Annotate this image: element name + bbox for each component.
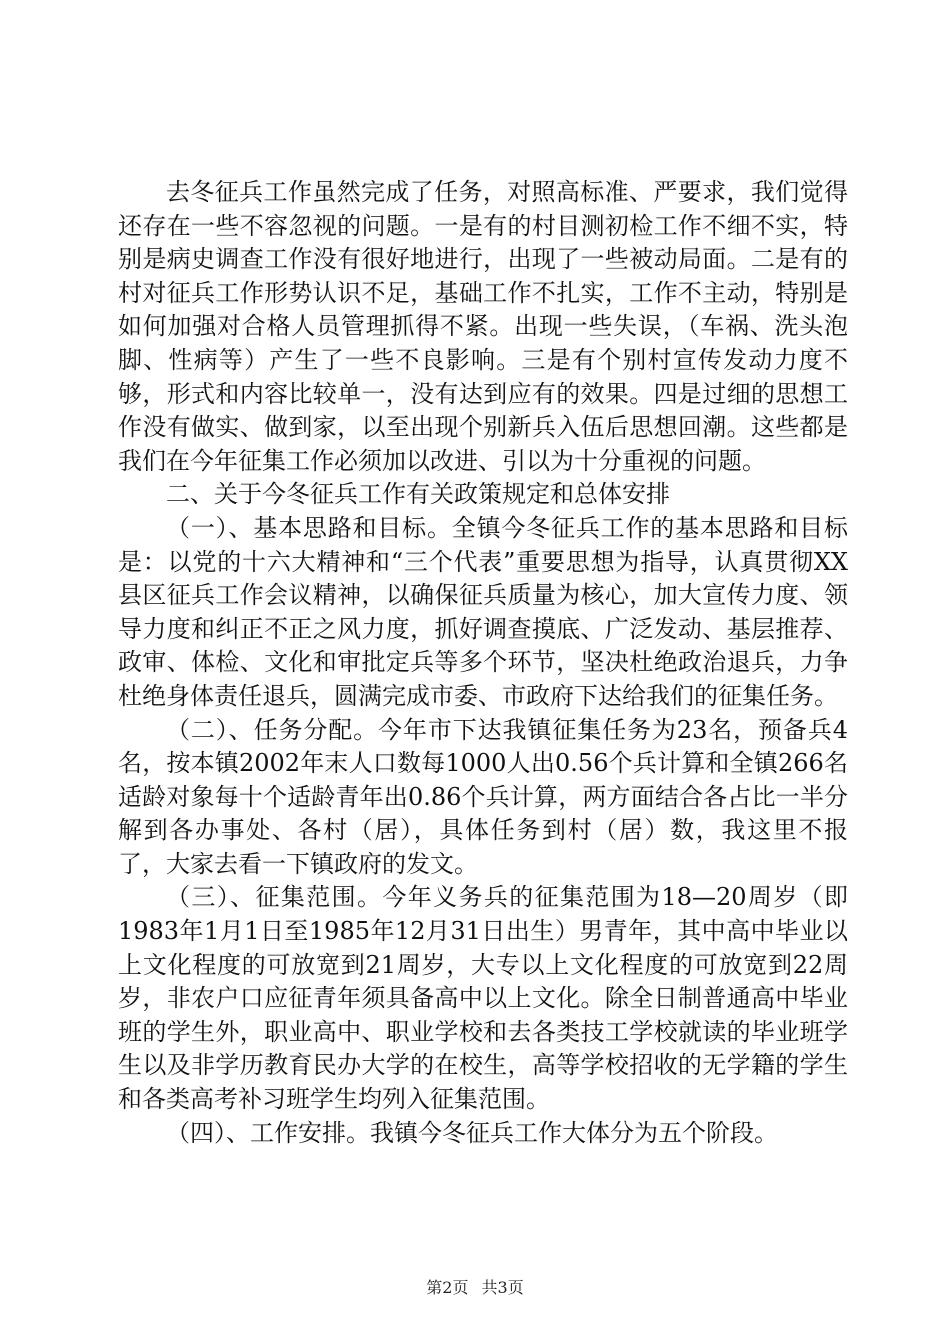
- paragraph-scope: （三）、征集范围。今年义务兵的征集范围为18—20周岁（即1983年1月1日至1985年12月31日出生）男青年，其中高中毕业以上文化程度的可放宽到21周岁，大专以上文化程度的可放宽到22周岁，非农户口应征青年须具备高中以上文化。除全日制普通高中毕业班的学生外，职业高中、职业学校和去各类技工学校就读的毕业班学生以及非学历教育民办大学的在校生，高等学校招收的无学籍的学生和各类高考补习班学生均列入征集范围。: [118, 883, 848, 1114]
- document-body: [118, 176, 848, 1150]
- paragraph-schedule: （四）、工作安排。我镇今冬征兵工作大体分为五个阶段。: [166, 1118, 778, 1147]
- paragraph-task-allocation: （二）、任务分配。今年市下达我镇征集任务为23名，预备兵4名，按本镇2002年末人口数每1000人出0.56个兵计算和全镇266名适龄对象每十个适龄青年出0.86个兵计算，两方面结合各占比一半分解到各办事处、各村（居），具体任务到村（居）数，我这里不报了，大家去看一下镇政府的发文。: [118, 715, 848, 878]
- page-total: 共3页: [481, 1278, 524, 1297]
- page-number: 第2页: [426, 1278, 469, 1297]
- section-heading: 二、关于今冬征兵工作有关政策规定和总体安排: [166, 480, 670, 509]
- page-footer: [0, 1275, 950, 1298]
- paragraph-goals: （一）、基本思路和目标。全镇今冬征兵工作的基本思路和目标是：以党的十六大精神和“三个代表”重要思想为指导，认真贯彻XX县区征兵工作会议精神，以确保征兵质量为核心，加大宣传力度、领导力度和纠正不正之风力度，抓好调查摸底、广泛发动、基层推荐、政审、体检、文化和审批定兵等多个环节，坚决杜绝政治退兵，力争杜绝身体责任退兵，圆满完成市委、市政府下达给我们的征集任务。: [118, 513, 848, 710]
- paragraph-issues: 去冬征兵工作虽然完成了任务，对照高标准、严要求，我们觉得还存在一些不容忽视的问题。一是有的村目测初检工作不细不实，特别是病史调查工作没有很好地进行，出现了一些被动局面。二是有的村对征兵工作形势认识不足，基础工作不扎实，工作不主动，特别是如何加强对合格人员管理抓得不紧。出现一些失误，（车祸、洗头泡脚、性病等）产生了一些不良影响。三是有个别村宣传发动力度不够，形式和内容比较单一，没有达到应有的效果。四是过细的思想工作没有做实、做到家，以至出现个别新兵入伍后思想回潮。这些都是我们在今年征集工作必须加以改进、引以为十分重视的问题。: [118, 178, 848, 475]
